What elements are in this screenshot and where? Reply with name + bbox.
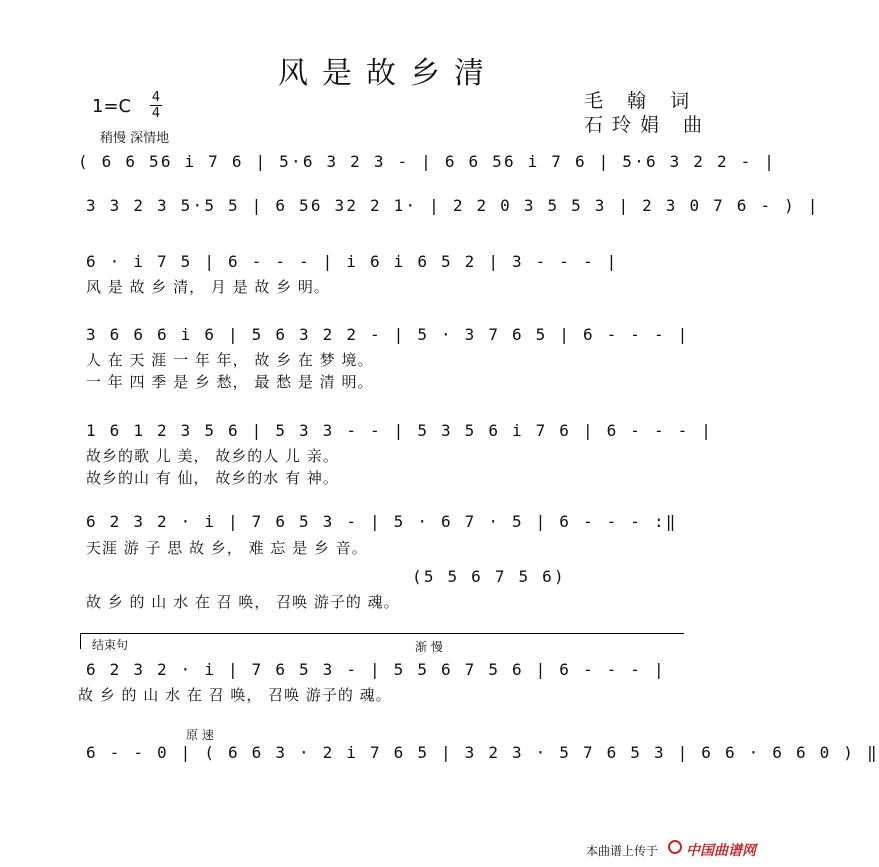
- song-title: 风是故乡清: [278, 56, 498, 91]
- footer-upload-text: 本曲谱上传于: [586, 844, 659, 858]
- notation-line-6: 6 2 3 2 · i | 7 6 5 3 - | 5 · 6 7 · 5 | 6 - - - :‖: [86, 512, 678, 531]
- composer-credit: 石玲娟 曲: [584, 114, 712, 136]
- notation-line-9: 6 - - 0 | ( 6 6 3 · 2 i 7 6 5 | 3 2 3 · 5 7 6 5 3 | 6 6 · 6 6 0 ) ‖: [86, 743, 879, 762]
- notation-line-2: 3 3 2 3 5·5 5 | 6 56 32 2 1· | 2 2 0 3 5 5 3 | 2 3 0 7 6 - ) |: [86, 196, 820, 215]
- notation-line-3: 6 · i 7 5 | 6 - - - | i 6 i 6 5 2 | 3 - - - |: [86, 252, 619, 271]
- notation-line-1: ( 6 6 56 i 7 6 | 5·6 3 2 3 - | 6 6 56 i 7 6 | 5·6 3 2 2 - |: [78, 152, 777, 171]
- lyrics-line-4a: 人 在 天 涯 一 年 年， 故 乡 在 梦 境。: [86, 351, 374, 369]
- tempo-marking: 稍慢 深情地: [100, 131, 170, 146]
- lyrics-line-3: 风 是 故 乡 清， 月 是 故 乡 明。: [86, 278, 330, 296]
- ritardando-mark: 渐 慢: [415, 640, 443, 654]
- volta-bracket-left: [80, 633, 81, 649]
- notation-line-5: 1 6 1 2 3 5 6 | 5 3 3 - - | 5 3 5 6 i 7 6 | 6 - - - |: [86, 421, 714, 440]
- site-logo-icon: [668, 840, 682, 854]
- key-signature: 1=C: [92, 96, 132, 117]
- volta-bracket: [80, 633, 684, 634]
- lyricist-credit: 毛 翰 词: [584, 90, 699, 112]
- time-numerator: 4: [151, 90, 161, 105]
- lyrics-line-6: 天涯 游 子 思 故 乡， 难 忘 是 乡 音。: [86, 539, 368, 557]
- time-denominator: 4: [151, 106, 161, 121]
- lyrics-line-7: 故 乡 的 山 水 在 召 唤， 召唤 游子的 魂。: [86, 593, 400, 611]
- tempo-primo-mark: 原 速: [186, 728, 214, 742]
- lyrics-line-5b: 故乡的山 有 仙， 故乡的水 有 神。: [86, 469, 339, 487]
- notation-line-8: 6 2 3 2 · i | 7 6 5 3 - | 5 5 6 7 5 6 | 6 - - - |: [86, 660, 666, 679]
- lyrics-line-4b: 一 年 四 季 是 乡 愁， 最 愁 是 清 明。: [86, 373, 374, 391]
- notation-line-4: 3 6 6 6 i 6 | 5 6 3 2 2 - | 5 · 3 7 6 5 | 6 - - - |: [86, 325, 690, 344]
- lyrics-line-5a: 故乡的歌 儿 美， 故乡的人 儿 亲。: [86, 447, 339, 465]
- notation-line-7: (5 5 6 7 5 6): [412, 567, 566, 586]
- volta-label: 结束句: [92, 638, 129, 652]
- time-signature: [150, 90, 162, 121]
- site-logo-text[interactable]: 中国曲谱网: [686, 843, 756, 859]
- lyrics-line-8: 故 乡 的 山 水 在 召 唤， 召唤 游子的 魂。: [78, 686, 392, 704]
